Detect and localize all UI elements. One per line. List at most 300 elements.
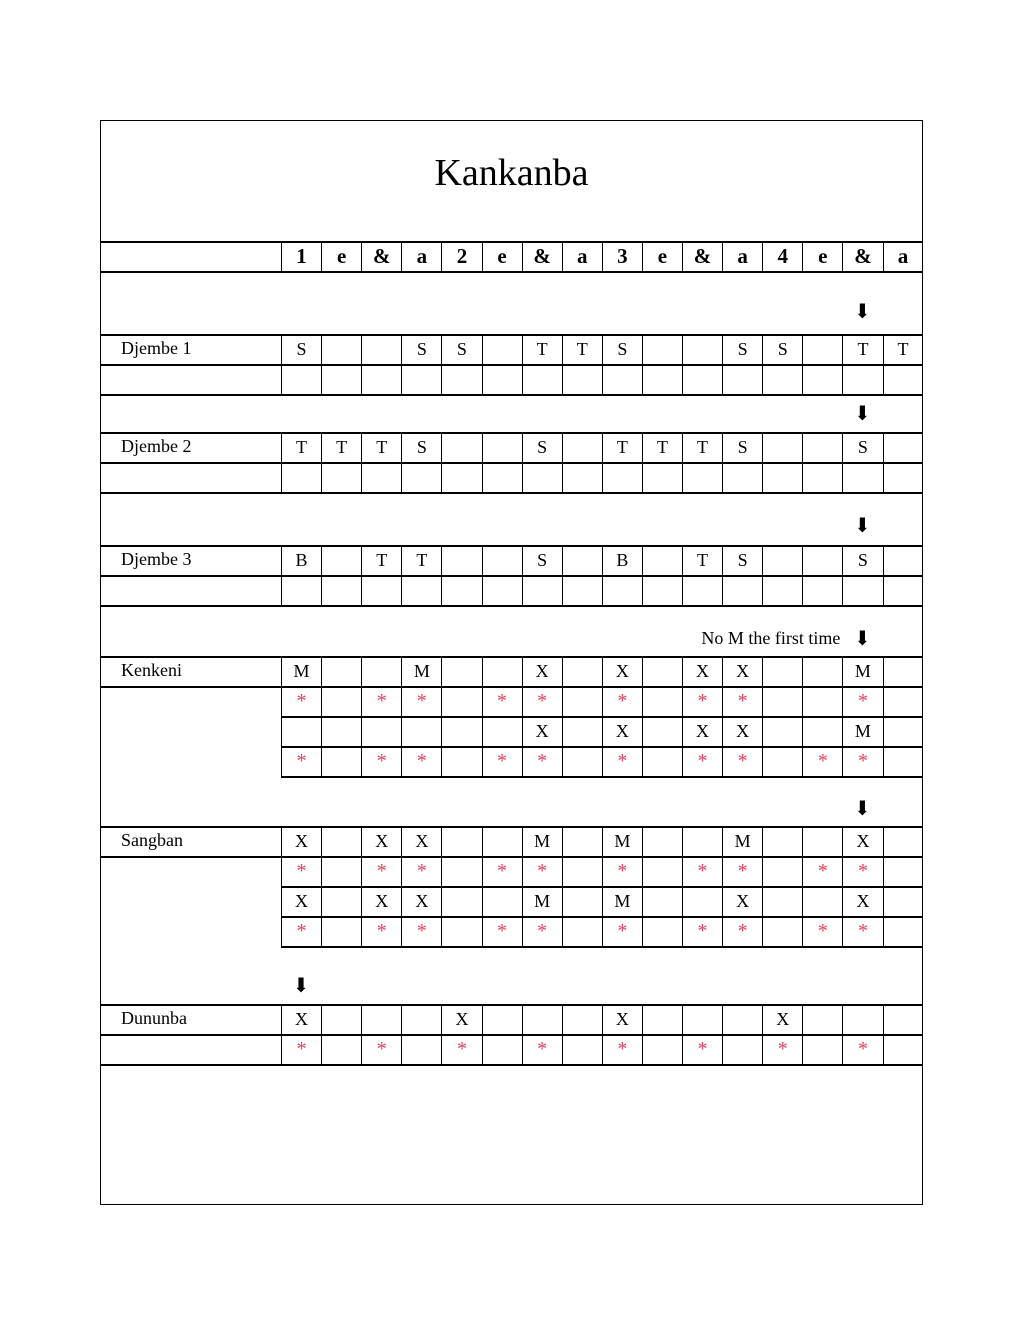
stroke-cell — [883, 826, 923, 856]
stroke-cell — [642, 856, 682, 886]
stroke-cell — [482, 886, 522, 916]
stroke-cell — [441, 686, 481, 716]
accent-marker: * — [361, 856, 401, 886]
stroke-cell — [562, 856, 602, 886]
stroke-cell — [281, 575, 321, 605]
label-divider — [281, 334, 282, 394]
stroke-cell — [562, 1004, 602, 1034]
stroke-cell: T — [281, 432, 321, 462]
stroke-cell — [361, 1004, 401, 1034]
stroke-cell — [482, 716, 522, 746]
stroke-cell — [482, 334, 522, 364]
stroke-cell: S — [602, 334, 642, 364]
stroke-cell — [321, 746, 361, 776]
stroke-cell — [562, 826, 602, 856]
stroke-cell: 3 — [602, 241, 642, 271]
stroke-cell: T — [883, 334, 923, 364]
stroke-cell — [883, 916, 923, 946]
stroke-cell: 4 — [762, 241, 802, 271]
stroke-cell: & — [361, 241, 401, 271]
accent-marker: * — [682, 916, 722, 946]
stroke-cell — [401, 462, 441, 492]
stroke-cell — [562, 432, 602, 462]
stroke-cell — [441, 856, 481, 886]
stroke-cell — [682, 1004, 722, 1034]
stroke-cell — [602, 575, 642, 605]
stroke-cell — [762, 462, 802, 492]
stroke-cell — [562, 716, 602, 746]
stroke-cell: e — [802, 241, 842, 271]
instrument-label: Dununba — [121, 1008, 187, 1028]
stroke-cell — [722, 1034, 762, 1064]
stroke-cell — [802, 716, 842, 746]
grid-line — [101, 394, 922, 396]
stroke-cell: & — [522, 241, 562, 271]
accent-marker: * — [842, 856, 882, 886]
stroke-cell — [321, 656, 361, 686]
stroke-cell — [762, 432, 802, 462]
stroke-cell — [562, 364, 602, 394]
stroke-cell — [441, 364, 481, 394]
stroke-cell: e — [482, 241, 522, 271]
stroke-cell: M — [281, 656, 321, 686]
stroke-cell: a — [562, 241, 602, 271]
stroke-cell: X — [401, 826, 441, 856]
stroke-cell — [762, 916, 802, 946]
stroke-cell: X — [602, 656, 642, 686]
stroke-cell — [682, 334, 722, 364]
stroke-cell: S — [401, 432, 441, 462]
stroke-cell — [642, 364, 682, 394]
stroke-cell — [321, 1034, 361, 1064]
stroke-cell: T — [642, 432, 682, 462]
instrument-label: Sangban — [121, 830, 183, 850]
stroke-cell — [762, 886, 802, 916]
stroke-cell — [522, 575, 562, 605]
stroke-cell: X — [722, 716, 762, 746]
stroke-cell — [883, 686, 923, 716]
stroke-cell: M — [722, 826, 762, 856]
stroke-cell: X — [281, 886, 321, 916]
stroke-cell — [441, 575, 481, 605]
accent-marker: * — [722, 856, 762, 886]
stroke-cell: X — [281, 826, 321, 856]
stroke-cell — [762, 716, 802, 746]
stroke-cell — [682, 364, 722, 394]
stroke-cell: T — [682, 545, 722, 575]
stroke-cell — [802, 545, 842, 575]
stroke-cell — [642, 575, 682, 605]
grid-line — [281, 946, 922, 948]
stroke-cell — [802, 364, 842, 394]
stroke-cell — [321, 334, 361, 364]
stroke-cell — [441, 886, 481, 916]
stroke-cell — [482, 656, 522, 686]
stroke-cell — [883, 856, 923, 886]
accent-marker: * — [602, 856, 642, 886]
accent-marker: * — [802, 916, 842, 946]
stroke-cell: M — [401, 656, 441, 686]
stroke-cell: X — [522, 656, 562, 686]
stroke-cell: T — [602, 432, 642, 462]
stroke-cell — [642, 1034, 682, 1064]
stroke-cell — [842, 575, 882, 605]
stroke-cell: M — [842, 716, 882, 746]
accent-marker: * — [682, 856, 722, 886]
stroke-cell — [522, 1004, 562, 1034]
instrument-label: Djembe 1 — [121, 338, 192, 358]
stroke-cell — [361, 716, 401, 746]
accent-marker: * — [842, 916, 882, 946]
stroke-cell — [441, 826, 481, 856]
accent-marker: * — [361, 686, 401, 716]
stroke-cell: & — [842, 241, 882, 271]
accent-marker: * — [522, 856, 562, 886]
stroke-cell: X — [842, 886, 882, 916]
accent-marker: * — [842, 1034, 882, 1064]
accent-marker: * — [281, 1034, 321, 1064]
stroke-cell — [482, 432, 522, 462]
grid-line — [101, 605, 922, 607]
stroke-cell — [482, 545, 522, 575]
stroke-cell — [562, 886, 602, 916]
stroke-cell: T — [522, 334, 562, 364]
stroke-cell: T — [562, 334, 602, 364]
stroke-cell — [722, 1004, 762, 1034]
stroke-cell — [441, 432, 481, 462]
stroke-cell: S — [522, 432, 562, 462]
stroke-cell: M — [522, 826, 562, 856]
label-divider — [281, 656, 282, 776]
accent-marker: * — [361, 1034, 401, 1064]
stroke-cell — [642, 545, 682, 575]
stroke-cell: S — [722, 432, 762, 462]
stroke-cell: X — [361, 826, 401, 856]
stroke-cell: X — [682, 716, 722, 746]
accent-marker: * — [482, 686, 522, 716]
down-arrow-icon: ⬇ — [854, 301, 871, 323]
stroke-cell — [642, 746, 682, 776]
stroke-cell: T — [321, 432, 361, 462]
stroke-cell — [722, 575, 762, 605]
accent-marker: * — [682, 1034, 722, 1064]
stroke-cell — [802, 432, 842, 462]
stroke-cell: X — [682, 656, 722, 686]
stroke-cell — [321, 826, 361, 856]
accent-marker: * — [722, 916, 762, 946]
stroke-cell: S — [722, 334, 762, 364]
down-arrow-icon: ⬇ — [854, 515, 871, 537]
down-arrow-icon: ⬇ — [854, 798, 871, 820]
stroke-cell — [441, 545, 481, 575]
stroke-cell — [883, 1004, 923, 1034]
stroke-cell: X — [722, 886, 762, 916]
stroke-cell — [842, 462, 882, 492]
stroke-cell — [682, 826, 722, 856]
accent-marker: * — [522, 1034, 562, 1064]
accent-marker: * — [361, 916, 401, 946]
stroke-cell — [642, 686, 682, 716]
stroke-cell — [762, 364, 802, 394]
stroke-cell — [842, 364, 882, 394]
stroke-cell — [321, 916, 361, 946]
stroke-cell: 1 — [281, 241, 321, 271]
stroke-cell: 2 — [441, 241, 481, 271]
rhythm-sheet — [100, 120, 923, 1205]
grid-line — [101, 492, 922, 494]
stroke-cell — [642, 462, 682, 492]
stroke-cell — [642, 716, 682, 746]
accent-marker: * — [602, 686, 642, 716]
label-divider — [281, 432, 282, 492]
stroke-cell — [802, 826, 842, 856]
grid-line — [101, 1064, 922, 1066]
stroke-cell: e — [642, 241, 682, 271]
stroke-cell — [482, 575, 522, 605]
accent-marker: * — [281, 916, 321, 946]
stroke-cell: S — [722, 545, 762, 575]
stroke-cell — [762, 575, 802, 605]
stroke-cell — [883, 746, 923, 776]
stroke-cell — [642, 916, 682, 946]
stroke-cell — [562, 656, 602, 686]
accent-marker: * — [602, 1034, 642, 1064]
accent-marker: * — [842, 746, 882, 776]
stroke-cell — [281, 364, 321, 394]
accent-marker: * — [482, 916, 522, 946]
stroke-cell — [802, 656, 842, 686]
stroke-cell — [441, 462, 481, 492]
stroke-cell — [482, 462, 522, 492]
stroke-cell: X — [842, 826, 882, 856]
stroke-cell: M — [602, 826, 642, 856]
stroke-cell — [522, 462, 562, 492]
stroke-cell — [722, 364, 762, 394]
stroke-cell — [802, 1004, 842, 1034]
stroke-cell — [361, 334, 401, 364]
stroke-cell: M — [842, 656, 882, 686]
stroke-cell: T — [682, 432, 722, 462]
stroke-cell — [321, 886, 361, 916]
stroke-cell — [642, 334, 682, 364]
stroke-cell — [762, 656, 802, 686]
stroke-cell — [401, 1004, 441, 1034]
accent-marker: * — [361, 746, 401, 776]
stroke-cell: B — [602, 545, 642, 575]
accent-marker: * — [401, 686, 441, 716]
stroke-cell: S — [842, 432, 882, 462]
stroke-cell: B — [281, 545, 321, 575]
accent-marker: * — [802, 856, 842, 886]
stroke-cell — [562, 545, 602, 575]
stroke-cell — [441, 746, 481, 776]
stroke-cell — [762, 686, 802, 716]
instrument-label: Djembe 3 — [121, 549, 192, 569]
stroke-cell — [562, 1034, 602, 1064]
stroke-cell — [682, 886, 722, 916]
stroke-cell — [562, 462, 602, 492]
accent-marker: * — [401, 856, 441, 886]
stroke-cell — [321, 686, 361, 716]
stroke-cell — [883, 1034, 923, 1064]
stroke-cell — [562, 686, 602, 716]
stroke-cell — [321, 545, 361, 575]
accent-marker: * — [762, 1034, 802, 1064]
stroke-cell — [281, 716, 321, 746]
stroke-cell: S — [842, 545, 882, 575]
accent-marker: * — [482, 856, 522, 886]
stroke-cell: & — [682, 241, 722, 271]
accent-marker: * — [682, 686, 722, 716]
stroke-cell — [762, 545, 802, 575]
stroke-cell — [802, 886, 842, 916]
stroke-cell — [562, 916, 602, 946]
down-arrow-icon: ⬇ — [854, 403, 871, 425]
stroke-cell — [883, 575, 923, 605]
accent-marker: * — [602, 746, 642, 776]
stroke-cell: X — [441, 1004, 481, 1034]
down-arrow-icon: ⬇ — [854, 628, 871, 650]
stroke-cell — [883, 462, 923, 492]
stroke-cell — [321, 575, 361, 605]
stroke-cell — [762, 746, 802, 776]
stroke-cell: M — [602, 886, 642, 916]
stroke-cell — [361, 575, 401, 605]
stroke-cell — [762, 856, 802, 886]
stroke-cell — [762, 826, 802, 856]
stroke-cell — [482, 1034, 522, 1064]
stroke-cell — [602, 364, 642, 394]
stroke-cell — [642, 656, 682, 686]
stroke-cell — [802, 334, 842, 364]
stroke-cell — [441, 916, 481, 946]
stroke-cell — [361, 462, 401, 492]
stroke-cell: S — [522, 545, 562, 575]
accent-marker: * — [722, 746, 762, 776]
accent-marker: * — [281, 686, 321, 716]
stroke-cell: X — [401, 886, 441, 916]
accent-marker: * — [602, 916, 642, 946]
stroke-cell — [482, 364, 522, 394]
stroke-cell: T — [361, 432, 401, 462]
stroke-cell — [522, 364, 562, 394]
stroke-cell — [883, 364, 923, 394]
stroke-cell — [401, 1034, 441, 1064]
stroke-cell — [562, 746, 602, 776]
stroke-cell — [361, 364, 401, 394]
stroke-cell — [883, 716, 923, 746]
stroke-cell — [401, 575, 441, 605]
stroke-cell — [802, 575, 842, 605]
stroke-cell: X — [762, 1004, 802, 1034]
stroke-cell: M — [522, 886, 562, 916]
stroke-cell: S — [762, 334, 802, 364]
grid-line — [281, 776, 922, 778]
stroke-cell — [441, 656, 481, 686]
accent-marker: * — [281, 746, 321, 776]
accent-marker: * — [482, 746, 522, 776]
stroke-cell — [321, 716, 361, 746]
instrument-label: Kenkeni — [121, 660, 182, 680]
stroke-cell — [321, 1004, 361, 1034]
stroke-cell: T — [842, 334, 882, 364]
accent-marker: * — [802, 746, 842, 776]
page-title: Kankanba — [434, 152, 589, 194]
stroke-cell — [802, 462, 842, 492]
stroke-cell — [883, 886, 923, 916]
stroke-cell — [321, 462, 361, 492]
stroke-cell — [642, 886, 682, 916]
stroke-cell — [562, 575, 602, 605]
stroke-cell: S — [441, 334, 481, 364]
grid-line — [101, 271, 922, 273]
accent-marker: * — [522, 916, 562, 946]
stroke-cell: X — [602, 1004, 642, 1034]
stroke-cell: e — [321, 241, 361, 271]
stroke-cell — [321, 856, 361, 886]
stroke-cell — [842, 1004, 882, 1034]
stroke-cell — [321, 364, 361, 394]
stroke-cell: X — [722, 656, 762, 686]
stroke-cell — [361, 656, 401, 686]
accent-marker: * — [842, 686, 882, 716]
stroke-cell: T — [401, 545, 441, 575]
stroke-cell — [602, 462, 642, 492]
label-divider — [281, 545, 282, 605]
accent-marker: * — [682, 746, 722, 776]
stroke-cell: a — [722, 241, 762, 271]
stroke-cell — [883, 656, 923, 686]
down-arrow-icon: ⬇ — [292, 975, 310, 997]
stroke-cell: X — [281, 1004, 321, 1034]
stroke-cell — [281, 462, 321, 492]
stroke-cell — [802, 686, 842, 716]
stroke-cell: a — [401, 241, 441, 271]
stroke-cell — [401, 716, 441, 746]
stroke-cell: a — [883, 241, 923, 271]
stroke-cell: S — [401, 334, 441, 364]
accent-marker: * — [522, 686, 562, 716]
stroke-cell: T — [361, 545, 401, 575]
stroke-cell — [722, 462, 762, 492]
instrument-label: Djembe 2 — [121, 436, 192, 456]
section-note: No M the first time — [701, 628, 841, 648]
stroke-cell: X — [361, 886, 401, 916]
accent-marker: * — [401, 746, 441, 776]
stroke-cell — [401, 364, 441, 394]
stroke-cell — [883, 432, 923, 462]
stroke-cell — [802, 1034, 842, 1064]
accent-marker: * — [281, 856, 321, 886]
stroke-cell — [642, 1004, 682, 1034]
stroke-cell: X — [522, 716, 562, 746]
stroke-cell: X — [602, 716, 642, 746]
label-divider — [281, 1004, 282, 1064]
stroke-cell: S — [281, 334, 321, 364]
stroke-cell — [682, 575, 722, 605]
stroke-cell — [642, 826, 682, 856]
accent-marker: * — [522, 746, 562, 776]
stroke-cell — [482, 1004, 522, 1034]
stroke-cell — [883, 545, 923, 575]
stroke-cell — [682, 462, 722, 492]
accent-marker: * — [401, 916, 441, 946]
stroke-cell — [441, 716, 481, 746]
label-divider — [281, 826, 282, 946]
accent-marker: * — [722, 686, 762, 716]
accent-marker: * — [441, 1034, 481, 1064]
stroke-cell — [482, 826, 522, 856]
